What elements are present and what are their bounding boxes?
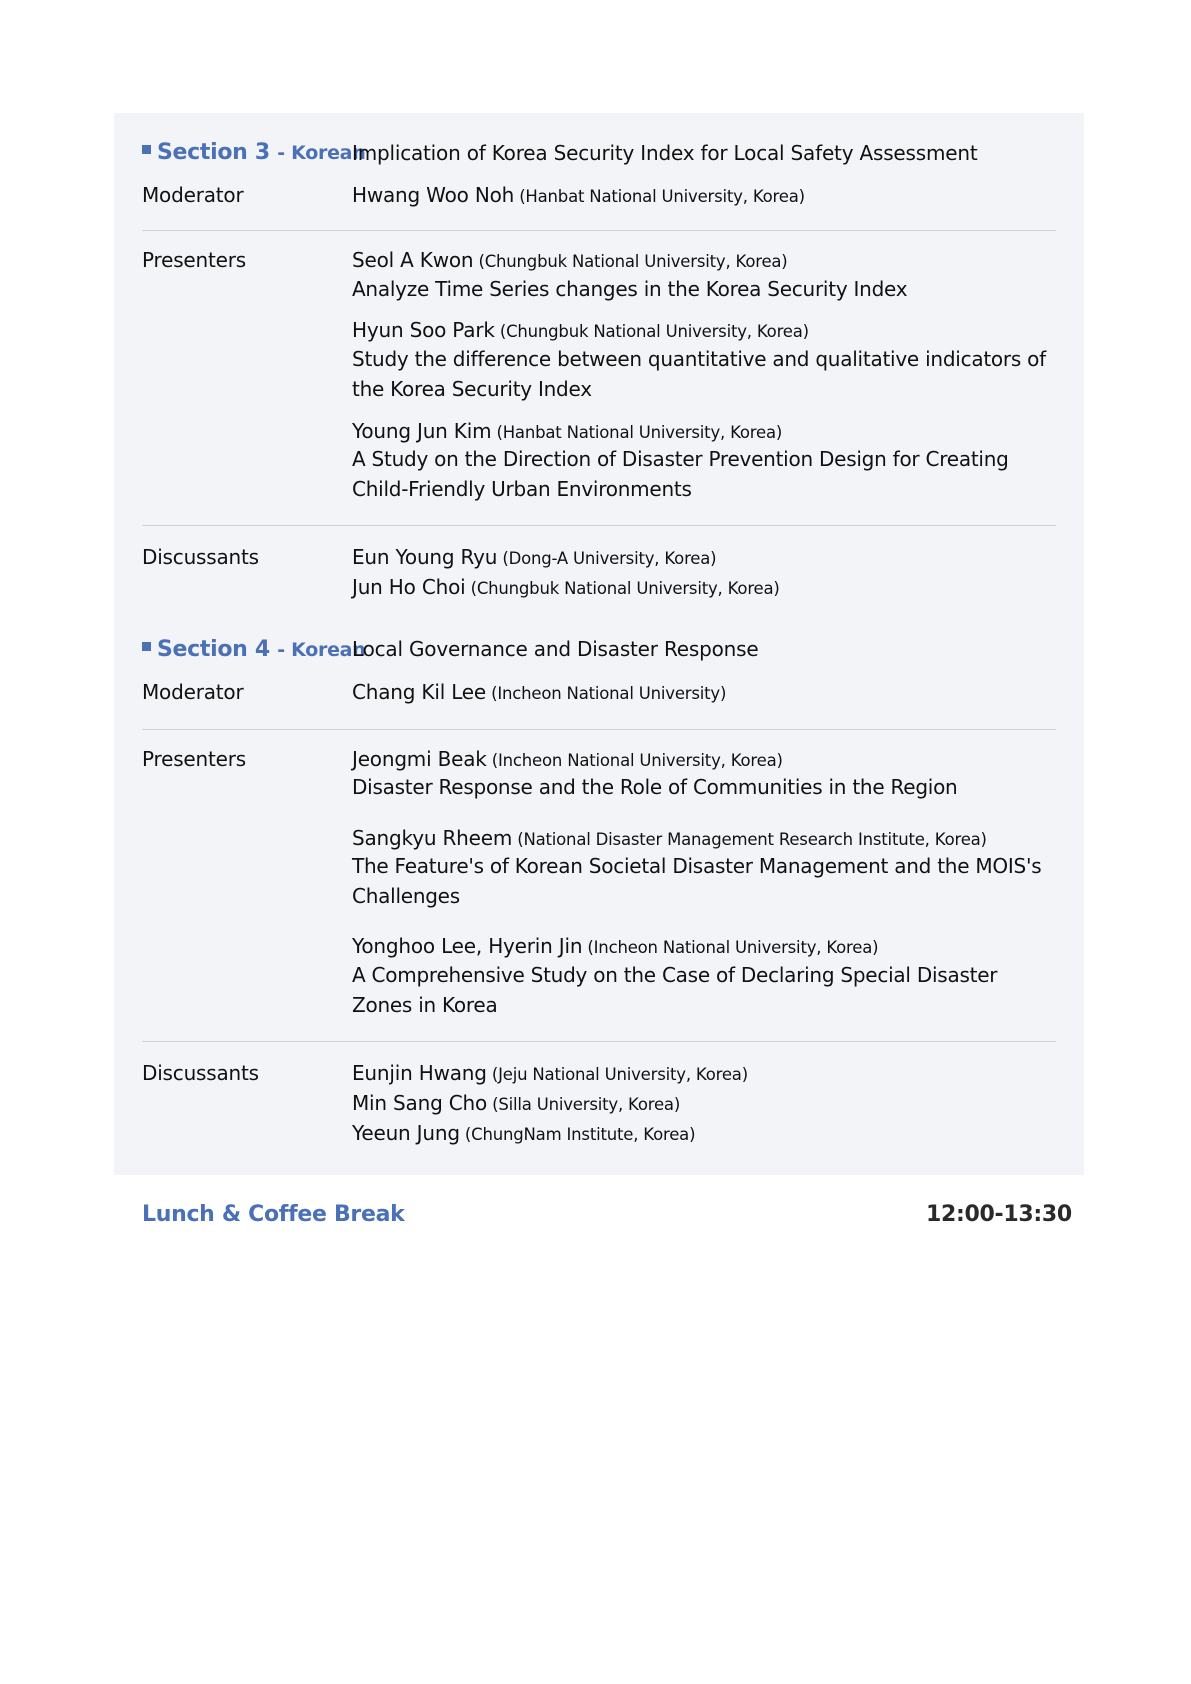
section-3-heading (142, 140, 365, 165)
person-affiliation: (Incheon National University) (491, 684, 727, 703)
person-affiliation: (Dong-A University, Korea) (502, 549, 717, 568)
person-name: Young Jun Kim (352, 419, 492, 443)
section-3-label: Section 3 (157, 140, 270, 165)
divider (142, 729, 1056, 730)
discussant (352, 1061, 748, 1085)
person-affiliation: (National Disaster Management Research Institute, Korea) (517, 830, 987, 849)
person-affiliation: (Hanbat National University, Korea) (496, 423, 783, 442)
person-affiliation: (Incheon National University, Korea) (587, 938, 879, 957)
presenter-name-line (352, 934, 878, 958)
discussant (352, 575, 780, 599)
section-3-moderator (352, 183, 805, 207)
person-name: Hyun Soo Park (352, 318, 495, 342)
section-3-presenters-label: Presenters (142, 248, 246, 272)
divider (142, 1041, 1056, 1042)
presenter-name-line (352, 318, 809, 342)
person-affiliation: (Chungbuk National University, Korea) (499, 322, 809, 341)
section-3-moderator-label: Moderator (142, 183, 244, 207)
presenter-name-line (352, 826, 987, 850)
person-affiliation: (Chungbuk National University, Korea) (470, 579, 780, 598)
person-affiliation: (Silla University, Korea) (492, 1095, 681, 1114)
person-affiliation: (ChungNam Institute, Korea) (464, 1125, 696, 1144)
person-name: Yeeun Jung (352, 1121, 460, 1145)
break-label: Lunch & Coffee Break (142, 1202, 405, 1227)
divider (142, 525, 1056, 526)
person-name: Hwang Woo Noh (352, 183, 515, 207)
person-name: Eun Young Ryu (352, 545, 498, 569)
person-affiliation: (Incheon National University, Korea) (491, 751, 783, 770)
section-3-language: - Korean (277, 142, 366, 164)
presentation-title: Analyze Time Series changes in the Korea Security Index (352, 277, 908, 301)
section-3-title: Implication of Korea Security Index for Local Safety Assessment (352, 141, 978, 165)
bullet-square-icon (142, 642, 151, 651)
person-name: Min Sang Cho (352, 1091, 488, 1115)
presenter-name-line (352, 419, 782, 443)
presentation-title: Disaster Response and the Role of Communities in the Region (352, 775, 958, 799)
person-affiliation: (Chungbuk National University, Korea) (478, 252, 788, 271)
discussant (352, 1091, 680, 1115)
divider (142, 230, 1056, 231)
presenter-name-line (352, 248, 788, 272)
person-affiliation: (Jeju National University, Korea) (491, 1065, 748, 1084)
presentation-title: The Feature's of Korean Societal Disaster Management and the MOIS's Challenges (352, 854, 1042, 908)
discussant (352, 545, 716, 569)
section-4-moderator (352, 680, 726, 704)
presenter-name-line (352, 747, 783, 771)
section-4-language: - Korean (277, 639, 366, 661)
section-4-heading (142, 637, 365, 662)
discussant (352, 1121, 695, 1145)
person-name: Jeongmi Beak (352, 747, 487, 771)
section-4-discussants-label: Discussants (142, 1061, 259, 1085)
section-4-presenters-label: Presenters (142, 747, 246, 771)
break-time: 12:00-13:30 (926, 1202, 1072, 1227)
person-name: Chang Kil Lee (352, 680, 487, 704)
section-4-label: Section 4 (157, 637, 270, 662)
presentation-title: A Comprehensive Study on the Case of Declaring Special Disaster Zones in Korea (352, 963, 998, 1017)
person-name: Yonghoo Lee, Hyerin Jin (352, 934, 583, 958)
person-name: Eunjin Hwang (352, 1061, 487, 1085)
person-affiliation: (Hanbat National University, Korea) (519, 187, 805, 206)
section-4-moderator-label: Moderator (142, 680, 244, 704)
bullet-square-icon (142, 145, 151, 154)
person-name: Seol A Kwon (352, 248, 474, 272)
section-3-discussants-label: Discussants (142, 545, 259, 569)
presentation-title: A Study on the Direction of Disaster Prevention Design for Creating Child-Friendly Urban Environments (352, 447, 1009, 501)
presentation-title: Study the difference between quantitative and qualitative indicators of the Korea Security Index (352, 347, 1046, 401)
person-name: Jun Ho Choi (352, 575, 466, 599)
section-4-title: Local Governance and Disaster Response (352, 637, 759, 661)
person-name: Sangkyu Rheem (352, 826, 513, 850)
